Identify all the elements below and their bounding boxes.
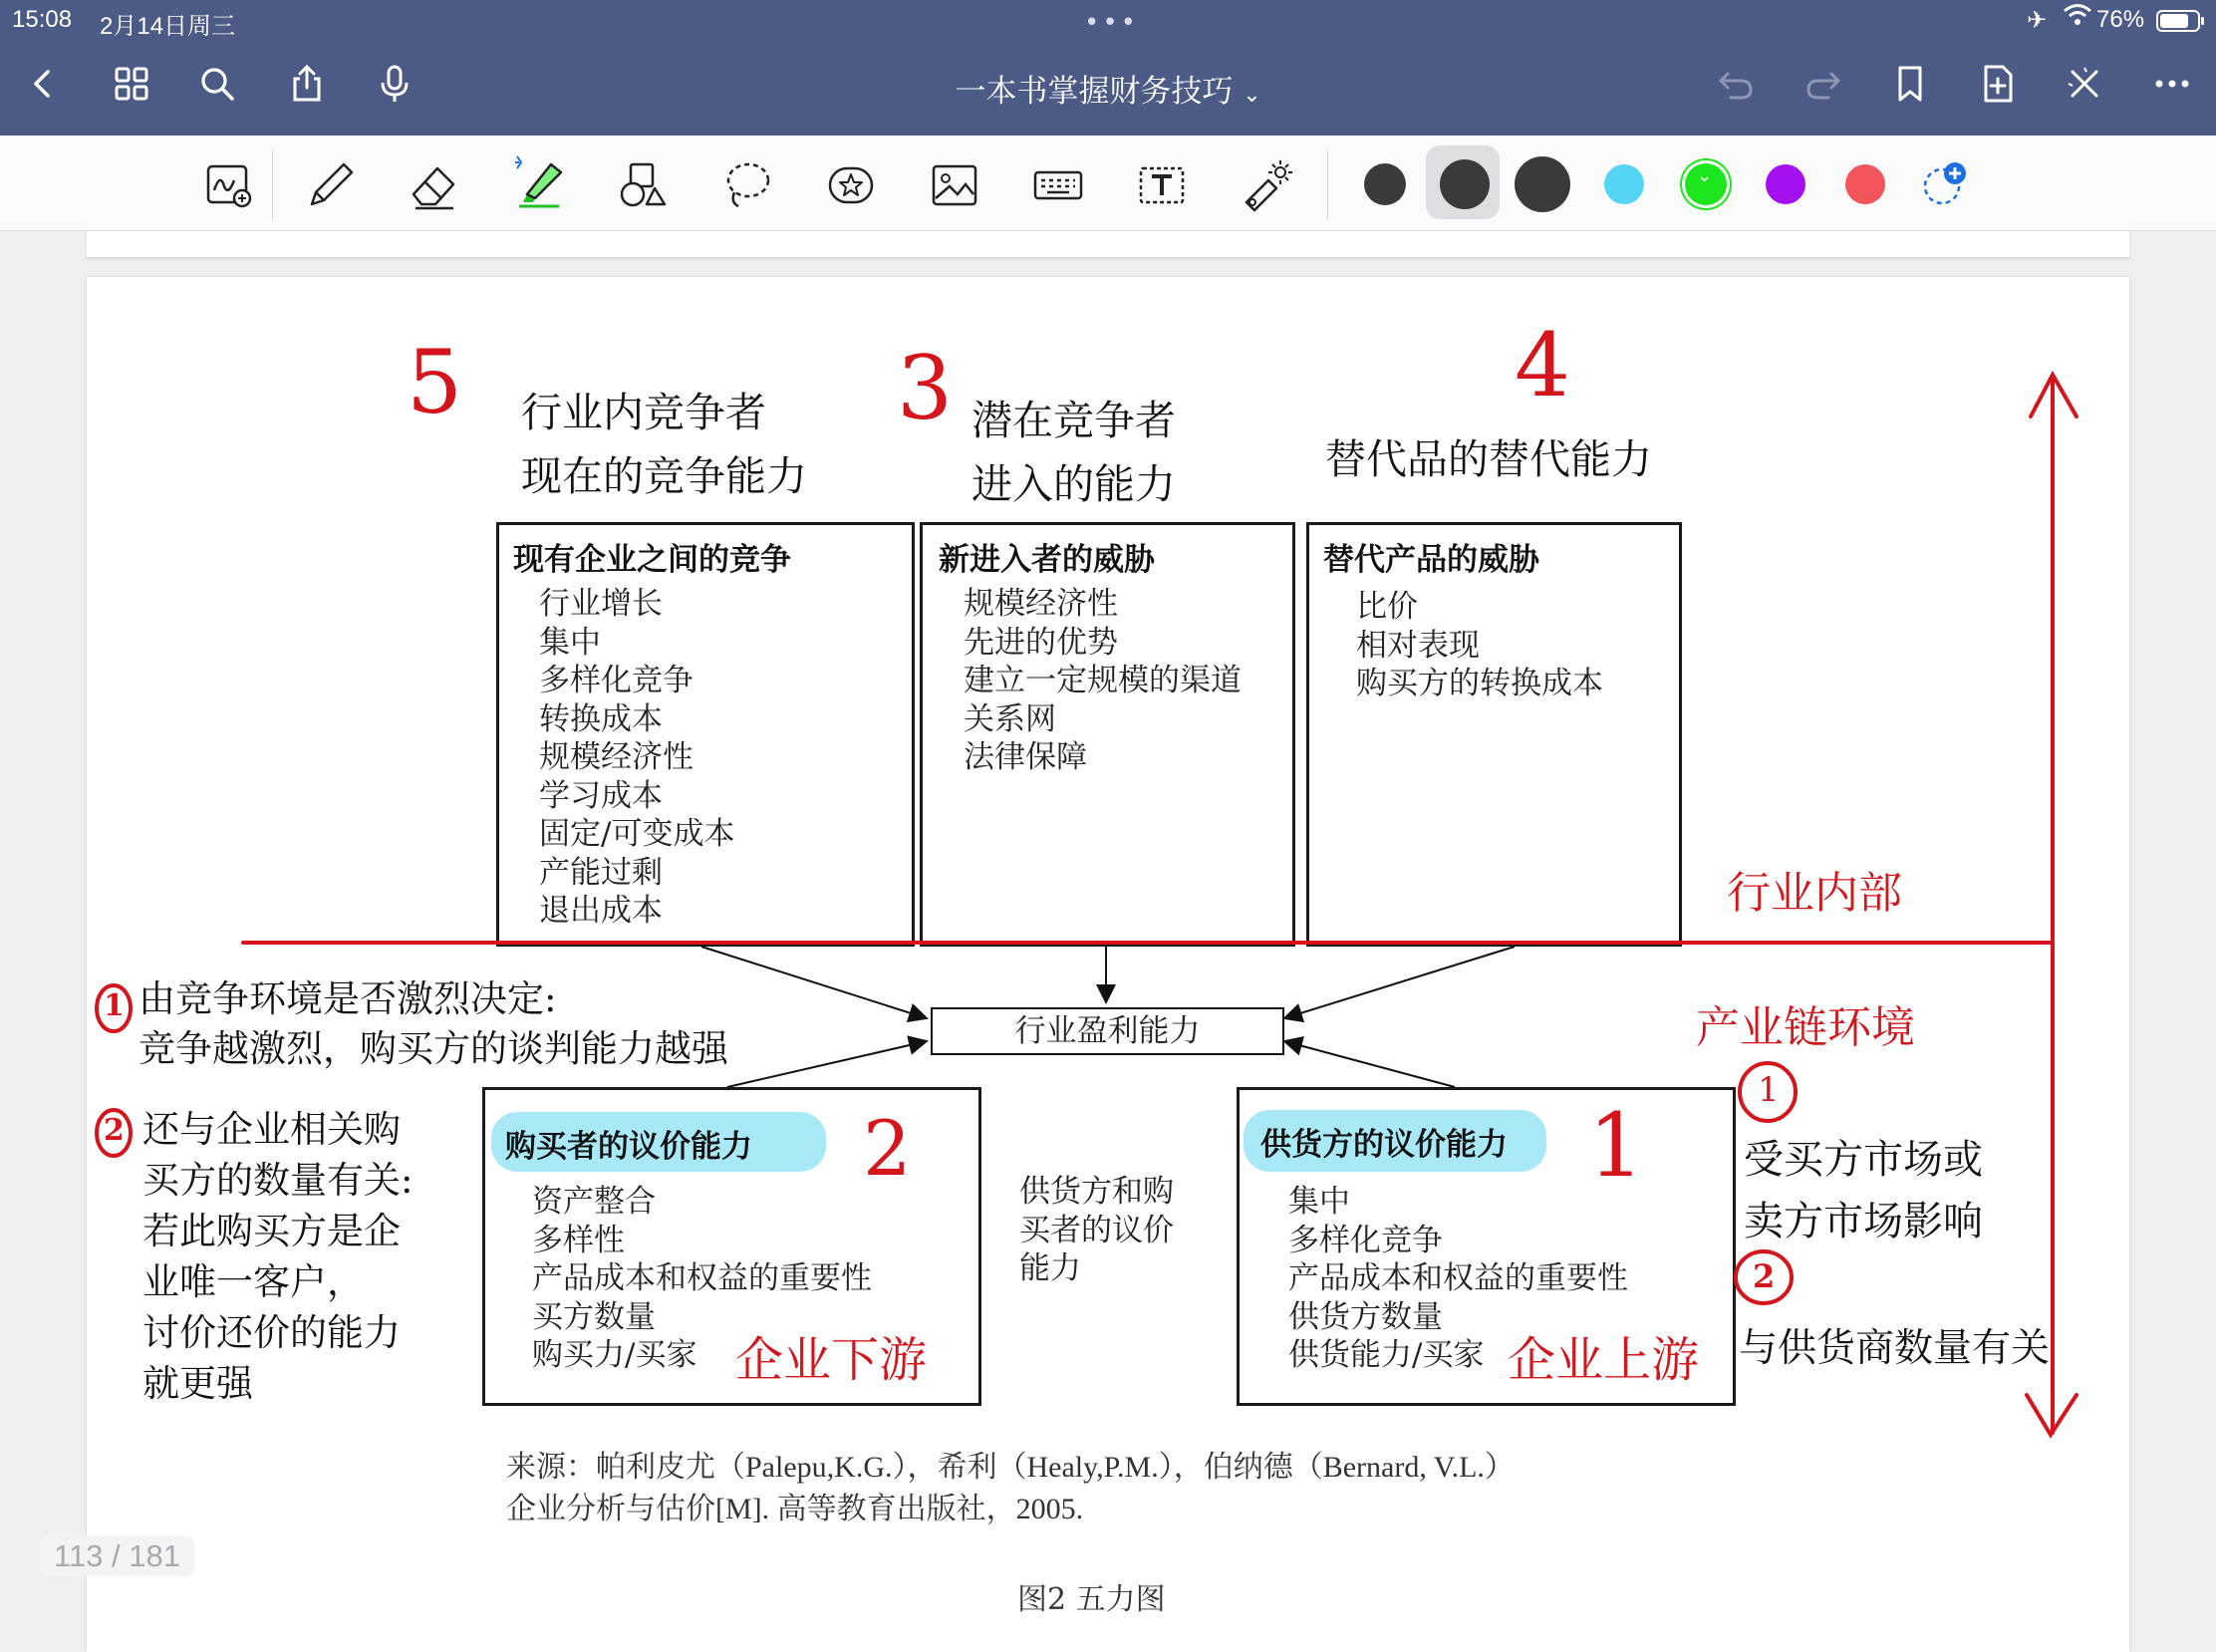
rivalry-factor-item: 规模经济性 [539, 739, 693, 775]
left-note-2-line: 若此购买方是企 [142, 1210, 401, 1252]
buyers-box-title: 购买者的议价能力 [505, 1129, 752, 1165]
new-entrants-factor-item: 建立一定规模的渠道 [964, 663, 1242, 698]
annotation-number-3: 3 [897, 337, 953, 439]
annotation-industry-chain: 产业链环境 [1696, 1002, 1915, 1053]
left-note1-marker: 1 [104, 988, 125, 1023]
status-time: 15:08 [12, 6, 73, 33]
left-note-2-line: 买方的数量有关: [142, 1159, 414, 1202]
new-entrants-factor-item: 先进的优势 [964, 624, 1118, 661]
left-note-2-line: 还与企业相关购 [142, 1108, 401, 1151]
document-title[interactable]: 一本书掌握财务技巧 ⌄ [955, 74, 1261, 110]
arrows-to-profitability [701, 947, 1515, 1087]
buyers-factor-item: 买方数量 [532, 1298, 656, 1335]
multitask-dots-icon[interactable]: ••• [1084, 8, 1140, 38]
chevron-down-icon: ⌄ [1697, 165, 1713, 186]
annotation-number-2: 2 [863, 1104, 912, 1193]
rivalry-factor-item: 退出成本 [539, 893, 663, 929]
left-note-2-line: 就更强 [142, 1362, 253, 1405]
rivalry-factor-item: 转换成本 [539, 700, 663, 737]
substitutes-box-title: 替代产品的威胁 [1323, 542, 1539, 578]
new-entrants-box-title: 新进入者的威胁 [939, 542, 1155, 578]
left-note-2 [142, 1104, 413, 1409]
source-line-2: 企业分析与估价[M]. 高等教育出版社，2005. [506, 1493, 1084, 1525]
left-note2-marker: 2 [104, 1113, 125, 1148]
left-note-2-line: 讨价还价的能力 [142, 1311, 401, 1354]
annotation-downstream: 企业下游 [735, 1332, 928, 1388]
new-entrants-factor-item: 法律保障 [964, 739, 1087, 775]
figure-caption: 图2 五力图 [1017, 1582, 1166, 1617]
suppliers-factor-item: 供货能力/买家 [1288, 1337, 1485, 1373]
annotation-entrants: 潜在竞争者 进入的能力 [971, 397, 1176, 508]
battery-percent: 76% [2096, 6, 2145, 33]
annotation-rivals: 行业内竞争者 现在的竞争能力 [521, 389, 807, 500]
source-line-1: 来源：帕利皮尤（Palepu,K.G.），希利（Healy,P.M.），伯纳德（Bernard, V.L.） [506, 1451, 1515, 1484]
suppliers-factor-item: 产品成本和权益的重要性 [1288, 1260, 1628, 1296]
new-entrants-factor-item: 关系网 [964, 700, 1056, 737]
substitutes-factor-item: 相对表现 [1356, 627, 1480, 664]
substitutes-factor-item: 比价 [1356, 589, 1418, 625]
annotation-industry-internal: 行业内部 [1727, 868, 1902, 919]
buyers-factor-item: 资产整合 [532, 1184, 656, 1220]
rivalry-factor-item: 集中 [539, 624, 601, 661]
industry-profitability-box: 行业盈利能力 [931, 1007, 1284, 1055]
status-date: 2月14日周三 [100, 13, 236, 40]
page-indicator[interactable]: 113 / 181 [40, 1536, 194, 1576]
airplane-icon: ✈ [2027, 7, 2048, 34]
new-entrants-factor-item: 规模经济性 [964, 586, 1118, 622]
substitutes-factor-item: 购买方的转换成本 [1356, 666, 1603, 701]
bargaining-note-line: 买者的议价 [1019, 1212, 1174, 1248]
rivalry-factor-item: 产能过剩 [539, 854, 663, 891]
right-note-2: 与供货商数量有关 [1739, 1326, 2051, 1371]
suppliers-box-title: 供货方的议价能力 [1260, 1127, 1508, 1163]
annotation-number-4: 4 [1515, 314, 1570, 416]
annotation-number-5: 5 [407, 331, 462, 433]
suppliers-factor-item: 多样化竞争 [1288, 1222, 1443, 1258]
bargaining-note-line: 供货方和购 [1019, 1174, 1174, 1210]
rivalry-factor-item: 固定/可变成本 [539, 816, 735, 852]
suppliers-factor-item: 集中 [1288, 1184, 1350, 1220]
right-note-1: 受买方市场或 卖方市场影响 [1744, 1137, 1983, 1244]
right-marker-2: 2 [1753, 1257, 1776, 1295]
bargaining-note-line: 能力 [1019, 1250, 1081, 1286]
rivalry-factor-item: 学习成本 [539, 777, 663, 814]
rivalry-box-title: 现有企业之间的竞争 [513, 542, 791, 578]
rivalry-factor-item: 行业增长 [539, 586, 663, 622]
annotation-upstream: 企业上游 [1508, 1332, 1700, 1388]
annotation-number-1: 1 [1588, 1094, 1644, 1197]
rivalry-factor-item: 多样化竞争 [539, 663, 693, 698]
left-note-2-line: 业唯一客户， [142, 1260, 364, 1303]
left-note-1: 由竞争环境是否激烈决定: 竞争越激烈，购买方的谈判能力越强 [138, 977, 728, 1070]
suppliers-factor-item: 供货方数量 [1288, 1298, 1443, 1335]
chevron-down-icon: ⌄ [1243, 83, 1261, 108]
annotation-substitutes: 替代品的替代能力 [1325, 435, 1652, 483]
buyers-factor-item: 多样性 [532, 1222, 625, 1258]
buyers-factor-item: 购买力/买家 [532, 1337, 697, 1373]
buyers-factor-item: 产品成本和权益的重要性 [532, 1260, 872, 1296]
right-marker-1: 1 [1758, 1070, 1780, 1110]
